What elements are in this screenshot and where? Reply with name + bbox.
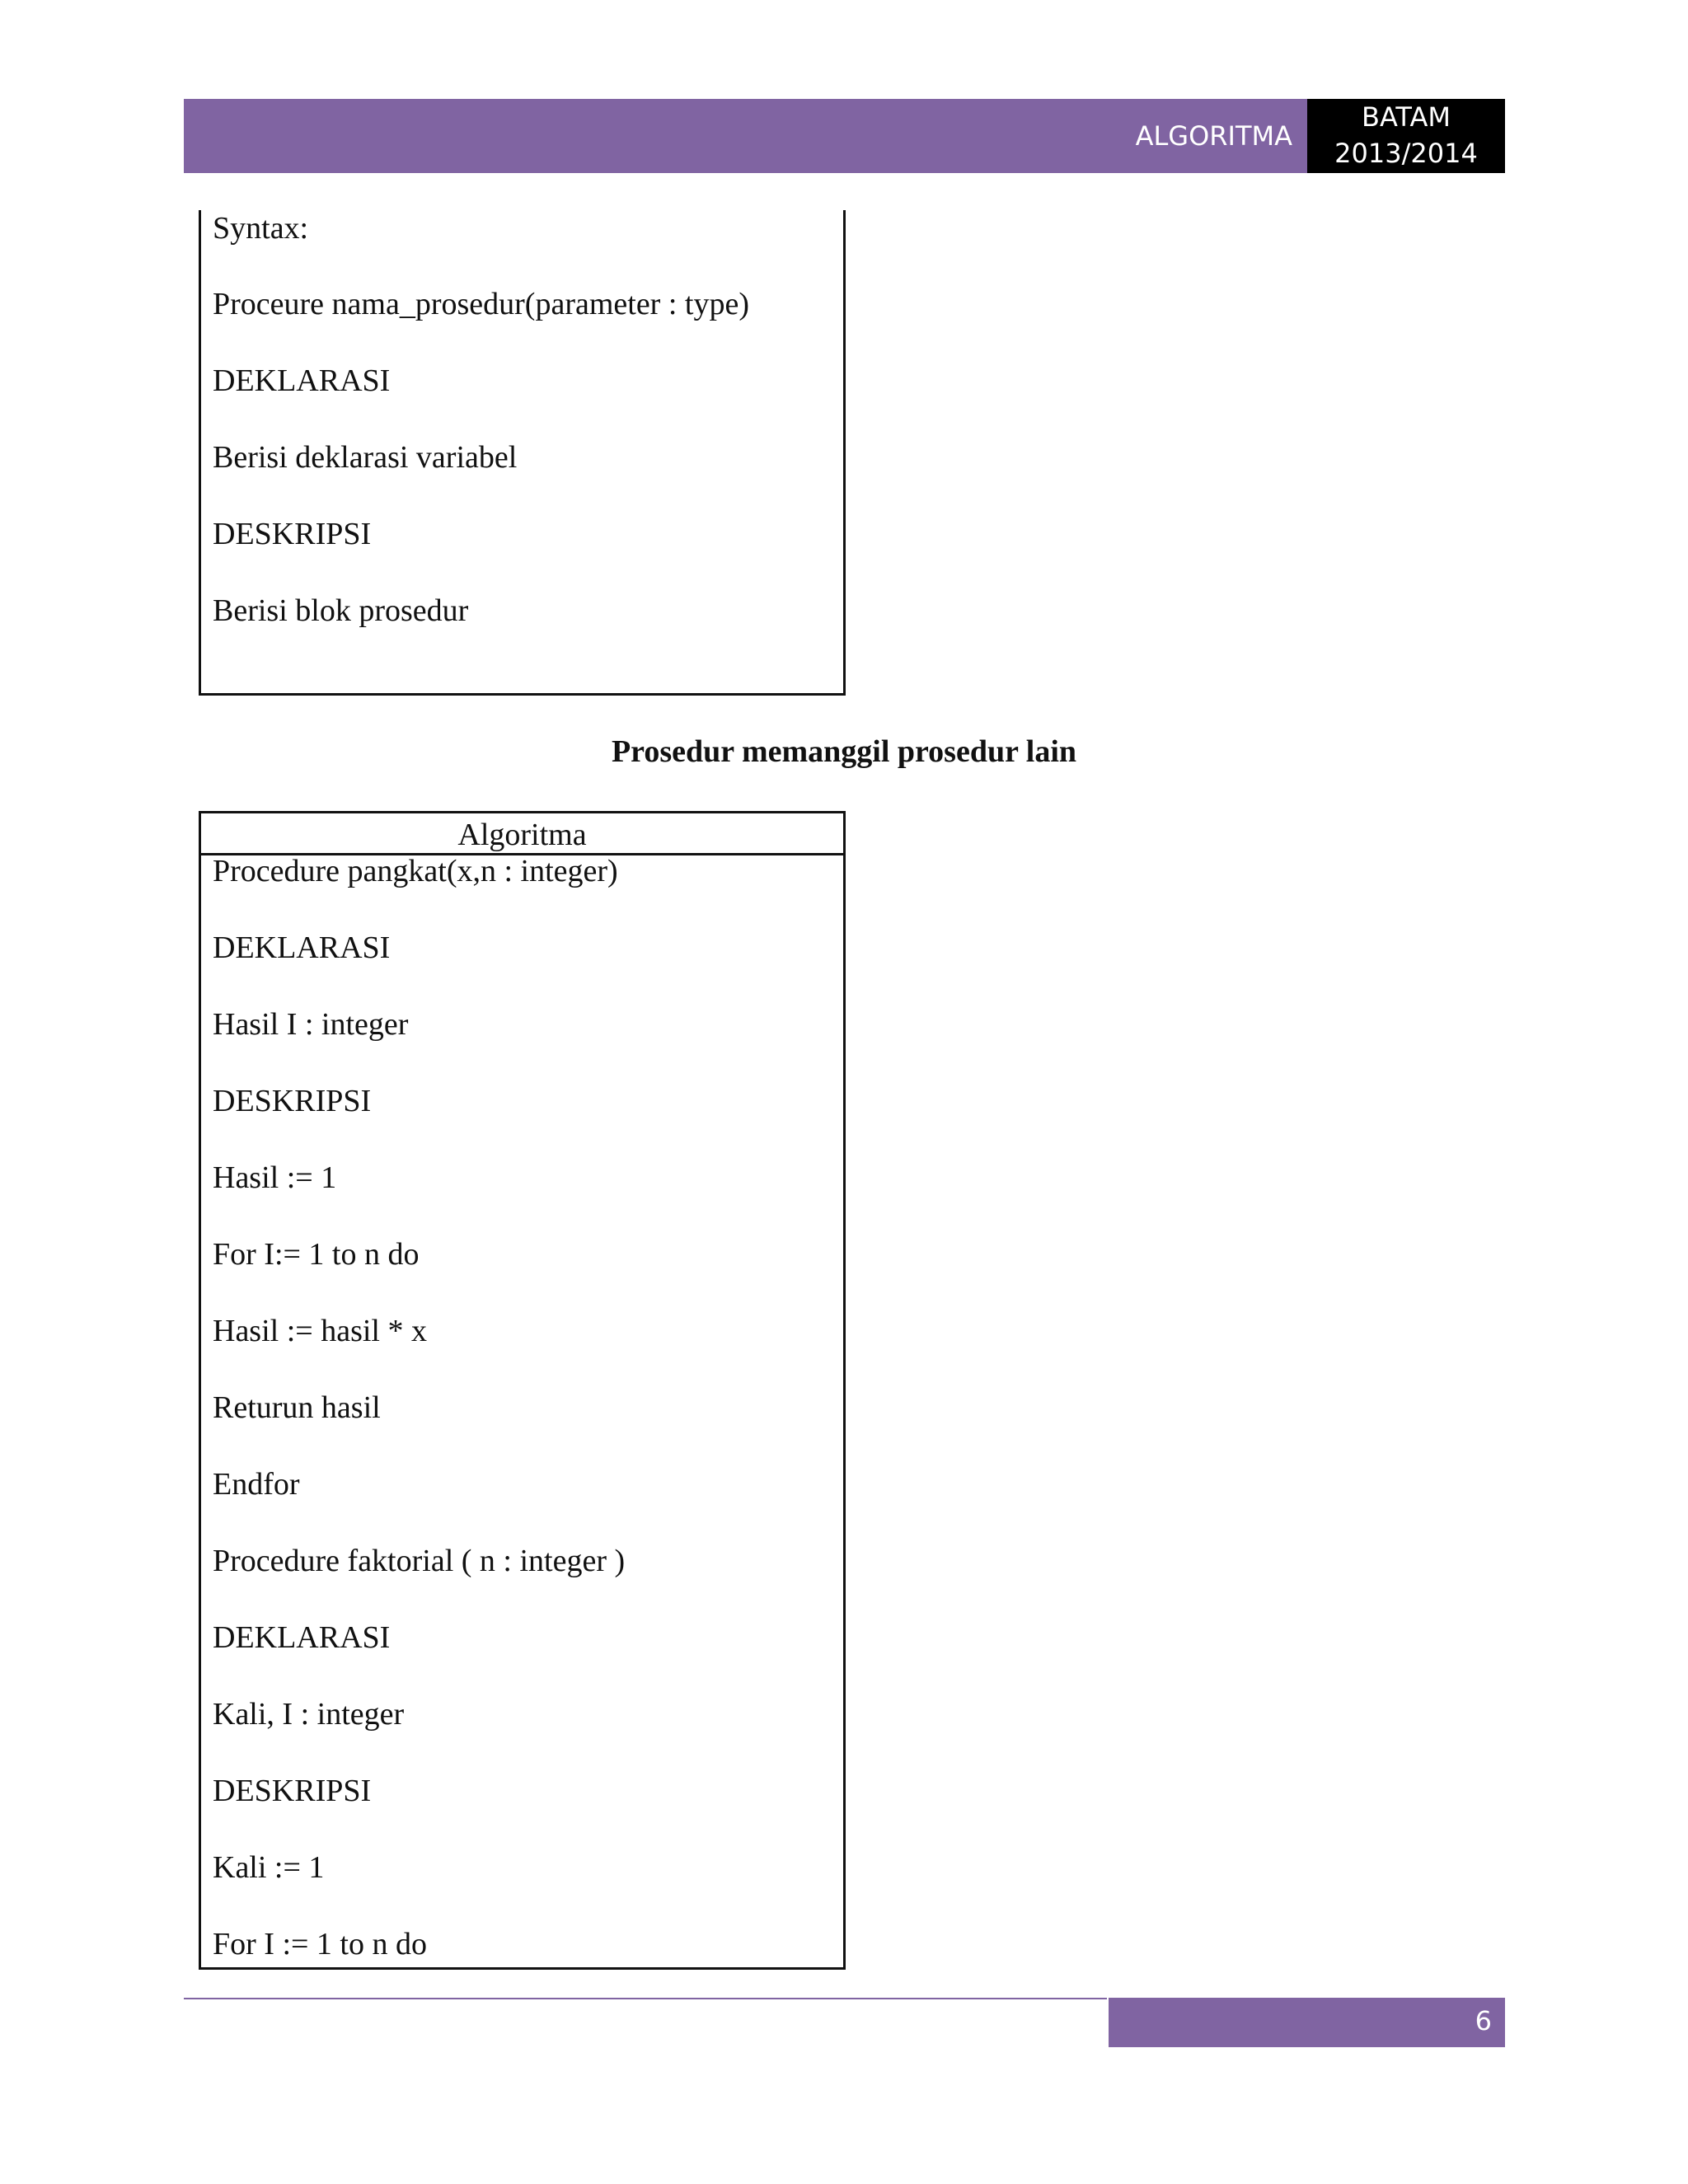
header-year-box (1307, 99, 1505, 173)
algorithm-line: For I := 1 to n do (213, 1927, 427, 1961)
algorithm-line: Endfor (213, 1467, 300, 1502)
syntax-line: DEKLARASI (213, 363, 391, 398)
algorithm-line: Procedure pangkat(x,n : integer) (213, 854, 618, 888)
algorithm-line: Kali := 1 (213, 1850, 325, 1885)
algorithm-line: DEKLARASI (213, 930, 391, 965)
syntax-line: Proceure nama_prosedur(parameter : type) (213, 287, 749, 321)
algorithm-line: For I:= 1 to n do (213, 1237, 420, 1272)
header-location: BATAM (1362, 101, 1451, 133)
header-year: 2013/2014 (1334, 138, 1478, 169)
algorithm-line: Hasil I : integer (213, 1007, 409, 1042)
algorithm-line: DESKRIPSI (213, 1774, 372, 1808)
algorithm-box-header: Algoritma (201, 813, 843, 855)
page-number: 6 (1475, 2005, 1492, 2036)
header-title: ALGORITMA (1135, 120, 1292, 152)
algorithm-line: DEKLARASI (213, 1620, 391, 1655)
algorithm-line: Kali, I : integer (213, 1697, 405, 1732)
section-heading: Prosedur memanggil prosedur lain (611, 734, 1077, 769)
algorithm-line: Hasil := hasil * x (213, 1314, 427, 1348)
algorithm-line: Procedure faktorial ( n : integer ) (213, 1544, 626, 1578)
syntax-line: DESKRIPSI (213, 517, 372, 551)
syntax-line: Berisi blok prosedur (213, 593, 469, 628)
algorithm-line: Returun hasil (213, 1390, 381, 1425)
syntax-line: Berisi deklarasi variabel (213, 440, 518, 475)
algorithm-line: Hasil := 1 (213, 1160, 337, 1195)
algorithm-line: DESKRIPSI (213, 1084, 372, 1118)
footer-rule (184, 1998, 1107, 1999)
syntax-line: Syntax: (213, 211, 309, 246)
